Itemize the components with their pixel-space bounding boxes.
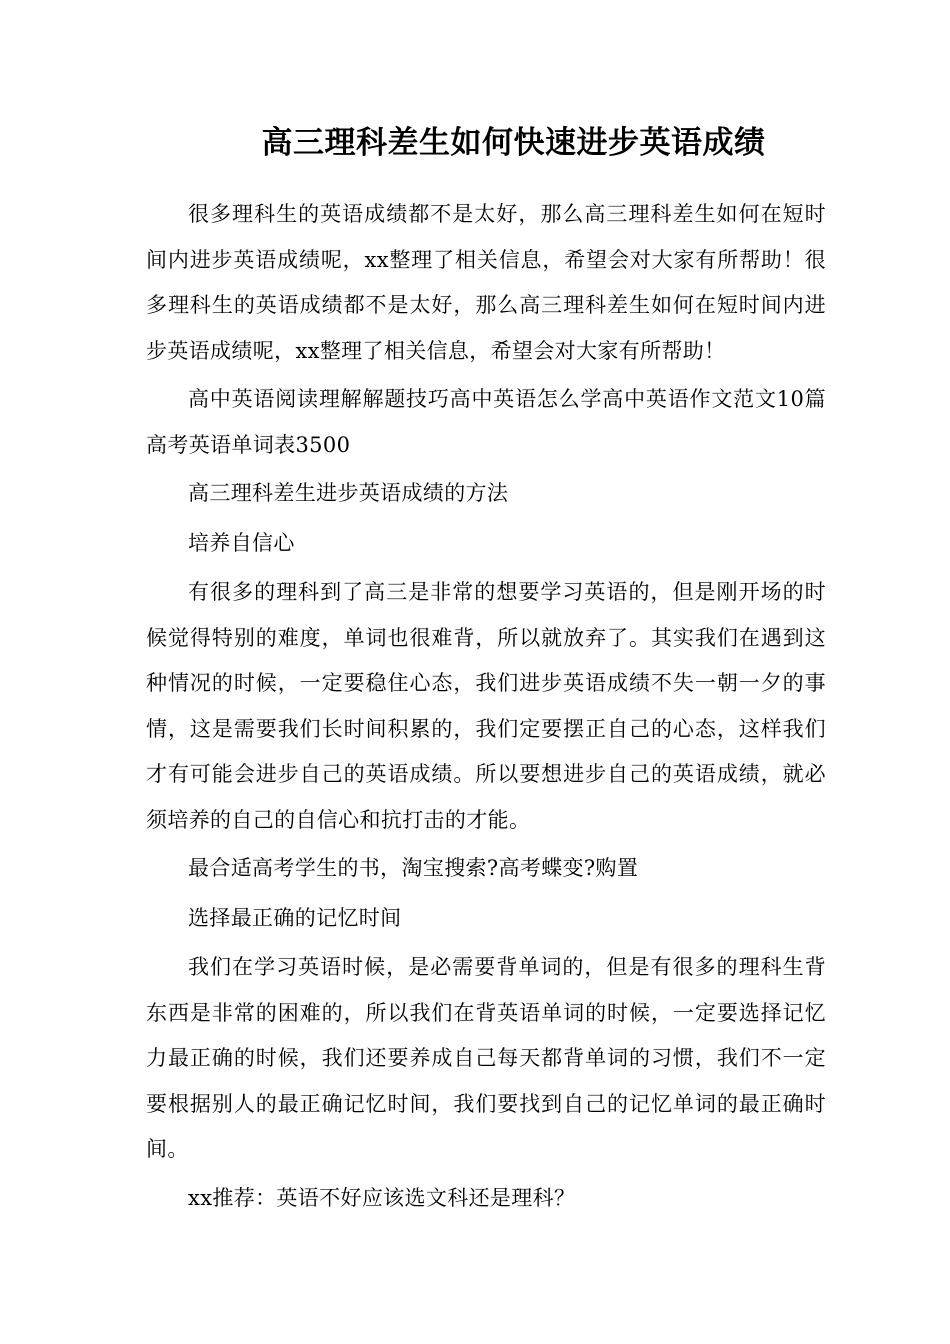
subheading-confidence: 培养自信心 xyxy=(188,530,295,555)
section-heading-methods: 高三理科差生进步英语成绩的方法 xyxy=(188,481,509,505)
paragraph-memory-time: 我们在学习英语时候，是必需要背单词的，但是有很多的理科生背东西是非常的困难的，所以我们在背英语单词的时候，一定要选择记忆力最正确的时候，我们还要养成自己每天都背单词的习惯，我们不一定要根据别人的最正确记忆时间，我们要找到自己的记忆单词的最正确时间。 xyxy=(146,955,826,1161)
paragraph-recommendation: xx推荐：英语不好应该选文科还是理科？ xyxy=(188,1185,576,1210)
paragraph-confidence: 有很多的理科到了高三是非常的想要学习英语的，但是刚开场的时候觉得特别的难度，单词也很难背，所以就放弃了。其实我们在遇到这种情况的时候，一定要稳住心态，我们进步英语成绩不失一朝一夕的事情，这是需要我们长时间积累的，我们定要摆正自己的心态，这样我们才有可能会进步自己的英语成绩。所以要想进步自己的英语成绩，就必须培养的自己的自信心和抗打击的才能。 xyxy=(146,580,826,832)
document-content xyxy=(146,118,826,1224)
paragraph-intro: 很多理科生的英语成绩都不是太好，那么高三理科差生如何在短时间内进步英语成绩呢，xx整理了相关信息，希望会对大家有所帮助！很多理科生的英语成绩都不是太好，那么高三理科差生如何在短时间内进步英语成绩呢，xx整理了相关信息，希望会对大家有所帮助！ xyxy=(146,202,826,363)
paragraph-related-links: 高中英语阅读理解解题技巧高中英语怎么学高中英语作文范文10篇高考英语单词表3500 xyxy=(146,387,826,457)
document-title: 高三理科差生如何快速进步英语成绩 xyxy=(261,125,766,161)
subheading-memory-time: 选择最正确的记忆时间 xyxy=(188,905,402,930)
paragraph-book-recommendation: 最合适高考学生的书，淘宝搜索?高考蝶变?购置 xyxy=(188,856,639,880)
